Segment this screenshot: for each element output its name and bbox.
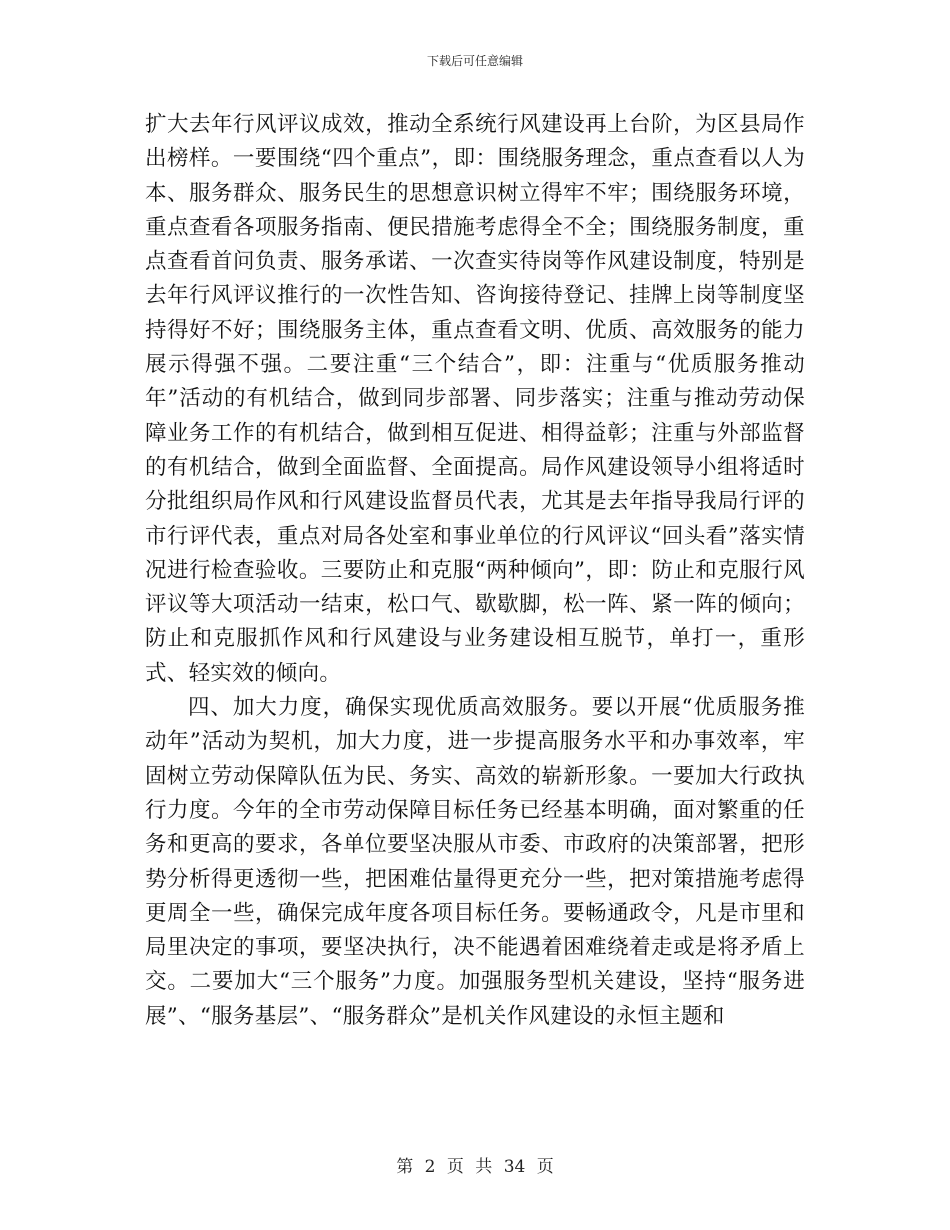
paragraph-section-four: 四、加大力度，确保实现优质高效服务。要以开展“优质服务推动年”活动为契机，加大力度，进一步提高服务水平和办事效率，牢固树立劳动保障队伍为民、务实、高效的崭新形象。一要加大行政执行力度。今年的全市劳动保障目标任务已经基本明确，面对繁重的任务和更高的要求，各单位要坚决服从市委、市政府的决策部署，把形势分析得更透彻一些，把困难估量得更充分一些，把对策措施考虑得更周全一些，确保完成年度各项目标任务。要畅通政令，凡是市里和局里决定的事项，要坚决执行，决不能遇着困难绕着走或是将矛盾上交。二要加大“三个服务”力度。加强服务型机关建设，坚持“服务进展”、“服务基层”、“服务群众”是机关作风建设的永恒主题和 xyxy=(145,695,805,1029)
document-body xyxy=(145,108,805,1034)
page-header-note: 下载后可任意编辑 xyxy=(426,54,523,68)
paragraph-continuation: 扩大去年行风评议成效，推动全系统行风建设再上台阶，为区县局作出榜样。一要围绕“四个重点”，即：围绕服务理念，重点查看以人为本、服务群众、服务民生的思想意识树立得牢不牢；围绕服务环境，重点查看各项服务指南、便民措施考虑得全不全；围绕服务制度，重点查看首问负责、服务承诺、一次查实待岗等作风建设制度，特别是去年行风评议推行的一次性告知、咨询接待登记、挂牌上岗等制度坚持得好不好；围绕服务主体，重点查看文明、优质、高效服务的能力展示得强不强。二要注重“三个结合”，即：注重与“优质服务推动年”活动的有机结合，做到同步部署、同步落实；注重与推动劳动保障业务工作的有机结合，做到相互促进、相得益彰；注重与外部监督的有机结合，做到全面监督、全面提高。局作风建设领导小组将适时分批组织局作风和行风建设监督员代表，尤其是去年指导我局行评的市行评代表，重点对局各处室和事业单位的行风评议“回头看”落实情况进行检查验收。三要防止和克服“两种倾向”，即：防止和克服行风评议等大项活动一结束，松口气、歇歇脚，松一阵、紧一阵的倾向；防止和克服抓作风和行风建设与业务建设相互脱节，单打一，重形式、轻实效的倾向。 xyxy=(145,112,805,686)
page-number-footer: 第 2 页 共 34 页 xyxy=(396,1157,554,1177)
